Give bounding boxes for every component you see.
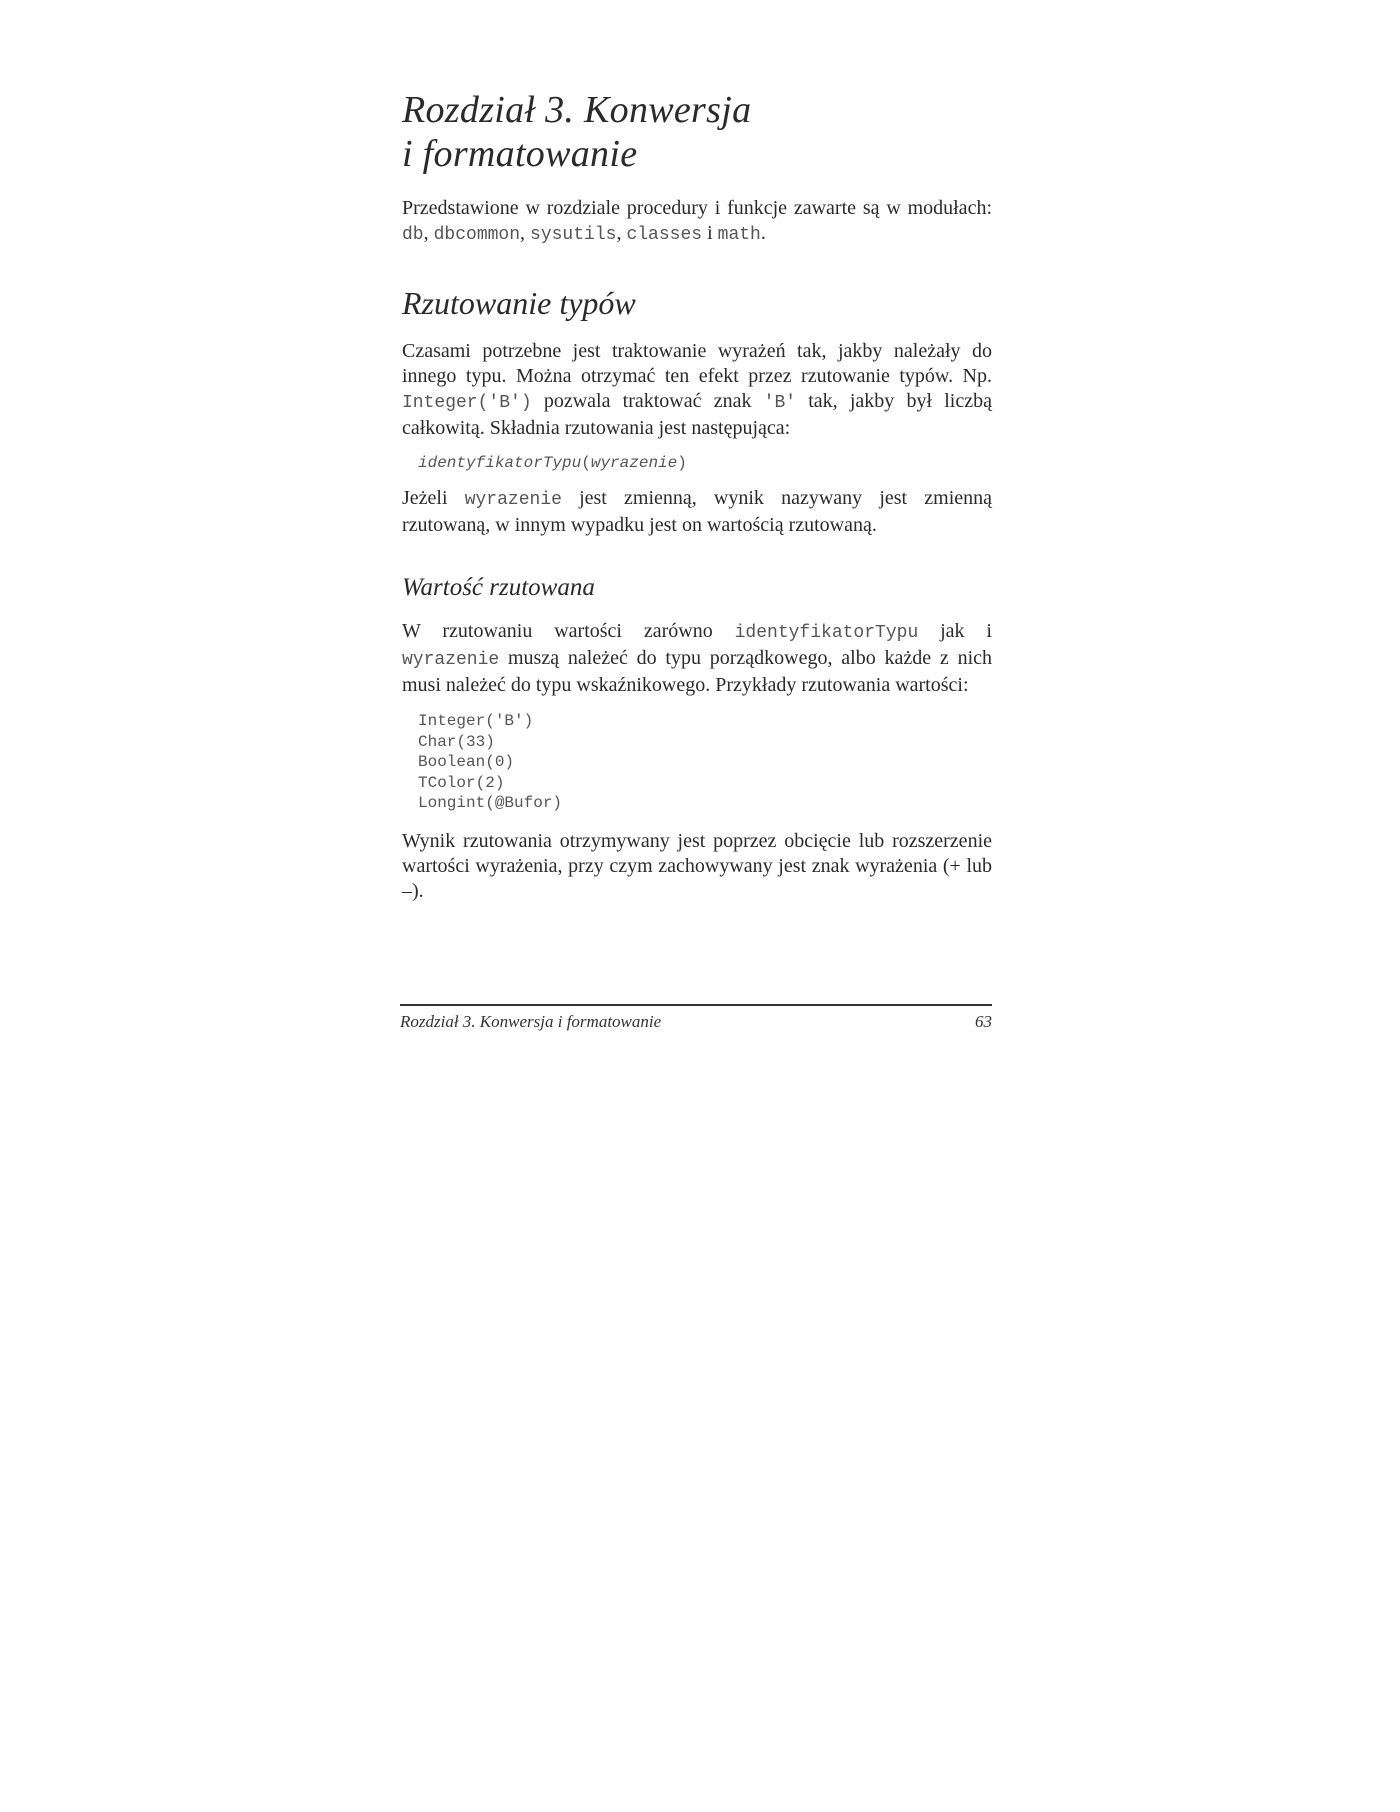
page-content	[402, 88, 992, 904]
inline-code: identyfikatorTypu	[734, 623, 919, 643]
subsection-title-wartosc: Wartość rzutowana	[402, 574, 595, 601]
code-line: Integer('B')	[418, 712, 534, 730]
code-line: Char(33)	[418, 732, 495, 751]
module-math: math	[717, 225, 761, 245]
section2-paragraph2: Wynik rzutowania otrzymywany jest poprzez obcięcie lub rozszerzenie wartości wyrażenia, przy czym zachowywany jest znak wyrażenia (+ lub –).	[402, 829, 992, 902]
chapter-title	[402, 88, 992, 176]
module-classes: classes	[626, 225, 703, 245]
section2-paragraph1: W rzutowaniu wartości zarówno identyfikatorTypu jak i wyrazenie muszą należeć do typu porządkowego, albo każde z nich musi należeć do typu wskaźnikowego. Przykłady rzutowania wartości:	[402, 620, 992, 696]
inline-code: Integer('B')	[402, 393, 532, 413]
inline-code: 'B'	[763, 393, 797, 413]
syntax-example: identyfikatorTypu(wyrazenie)	[418, 454, 687, 472]
inline-code: wyrazenie	[402, 650, 500, 670]
code-line: Boolean(0)	[418, 753, 515, 771]
module-db: db	[402, 225, 424, 245]
chapter-title-line1: Rozdział 3. Konwersja	[402, 89, 752, 131]
code-line: Longint(@Bufor)	[418, 794, 563, 812]
module-sysutils: sysutils	[530, 225, 617, 245]
running-title: Rozdział 3. Konwersja i formatowanie	[400, 1012, 662, 1031]
chapter-intro: Przedstawione w rozdziale procedury i funkcje zawarte są w modułach: db, dbcommon, sysutils, classes i math.	[402, 197, 992, 245]
chapter-title-line2: i formatowanie	[402, 133, 638, 175]
code-line: TColor(2)	[418, 773, 505, 792]
page-number: 63	[975, 1012, 992, 1031]
section1-paragraph1: Czasami potrzebne jest traktowanie wyrażeń tak, jakby należały do innego typu. Można otrzymać ten efekt przez rzutowanie typów. Np. Integer('B') pozwala traktować znak 'B' tak, jakby był liczbą całkowitą. Składnia rzutowania jest następująca:	[402, 340, 992, 439]
code-examples	[402, 711, 992, 814]
section1-paragraph2: Jeżeli wyrazenie jest zmienną, wynik nazywany jest zmienną rzutowaną, w innym wypadku jest on wartością rzutowaną.	[402, 487, 993, 536]
page-footer	[400, 1004, 992, 1032]
section-title-rzutowanie: Rzutowanie typów	[402, 285, 636, 321]
module-dbcommon: dbcommon	[433, 225, 521, 245]
inline-code: wyrazenie	[464, 490, 562, 510]
footer-rule	[400, 1004, 992, 1006]
